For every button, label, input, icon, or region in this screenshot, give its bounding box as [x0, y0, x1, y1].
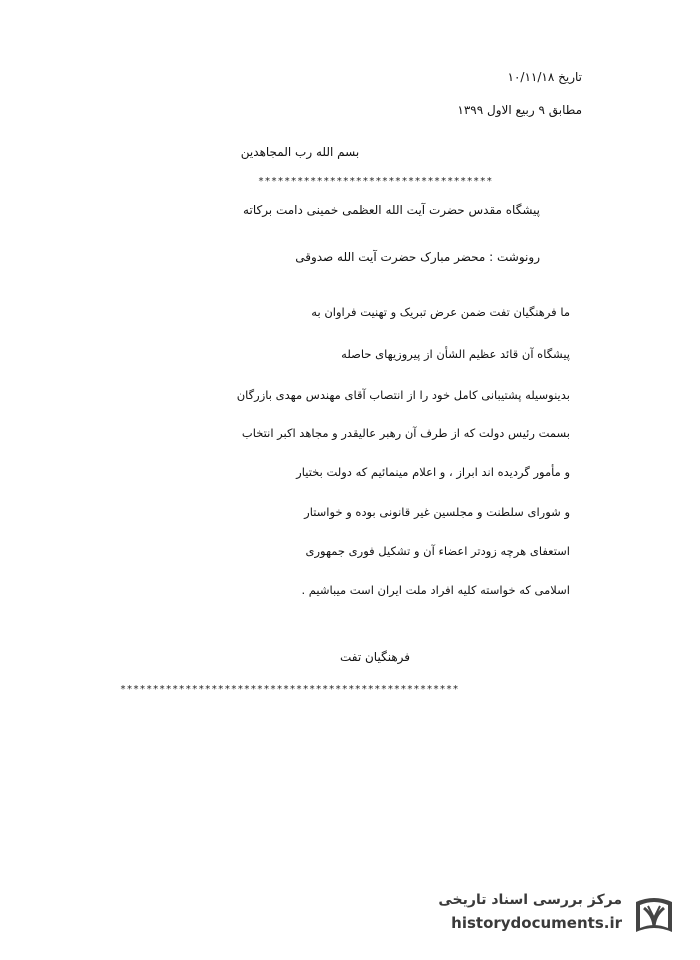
watermark — [402, 892, 682, 940]
body-line: پیشگاه آن قائد عظیم الشأن از پیروزیهای حاصله — [341, 347, 570, 361]
book-logo-icon — [630, 892, 678, 940]
document-bismillah: بسم الله رب المجاهدین — [240, 145, 360, 159]
document-addressee: پیشگاه مقدس حضرت آیت الله العظمی خمینی دامت برکاته — [243, 203, 540, 217]
body-line: و مأمور گردیده اند ابراز ، و اعلام مینمائیم که دولت بختیار — [296, 465, 570, 479]
document-signature: فرهنگیان تفت — [339, 650, 410, 664]
body-line: بسمت رئیس دولت که از طرف آن رهبر عالیقدر و مجاهد اکبر انتخاب — [241, 426, 570, 440]
body-line: ما فرهنگیان تفت ضمن عرض تبریک و تهنیت فراوان به — [311, 305, 570, 319]
document-copy-to: رونوشت : محضر مبارک حضرت آیت الله صدوقی — [295, 250, 540, 264]
watermark-title: مرکز بررسی اسناد تاریخی — [438, 892, 622, 908]
separator-stars-bottom: **************************************************** — [120, 684, 460, 695]
body-line: اسلامی که خواسته کلیه افراد ملت ایران است میباشیم . — [301, 583, 570, 597]
document-date: تاریخ ۱۰/۱۱/۱۸ — [507, 70, 582, 84]
body-line: و شورای سلطنت و مجلسین غیر قانونی بوده و خواستار — [304, 505, 570, 519]
document-hijri-date: مطابق ۹ ربیع الاول ۱۳۹۹ — [457, 103, 582, 117]
body-line: بدینوسیله پشتیبانی کامل خود را از انتصاب آقای مهندس مهدی بازرگان — [236, 388, 570, 402]
separator-stars-top: ************************************ — [258, 176, 493, 187]
body-line: استعفای هرچه زودتر اعضاء آن و تشکیل فوری جمهوری — [305, 544, 570, 558]
watermark-url: historydocuments.ir — [451, 914, 622, 932]
